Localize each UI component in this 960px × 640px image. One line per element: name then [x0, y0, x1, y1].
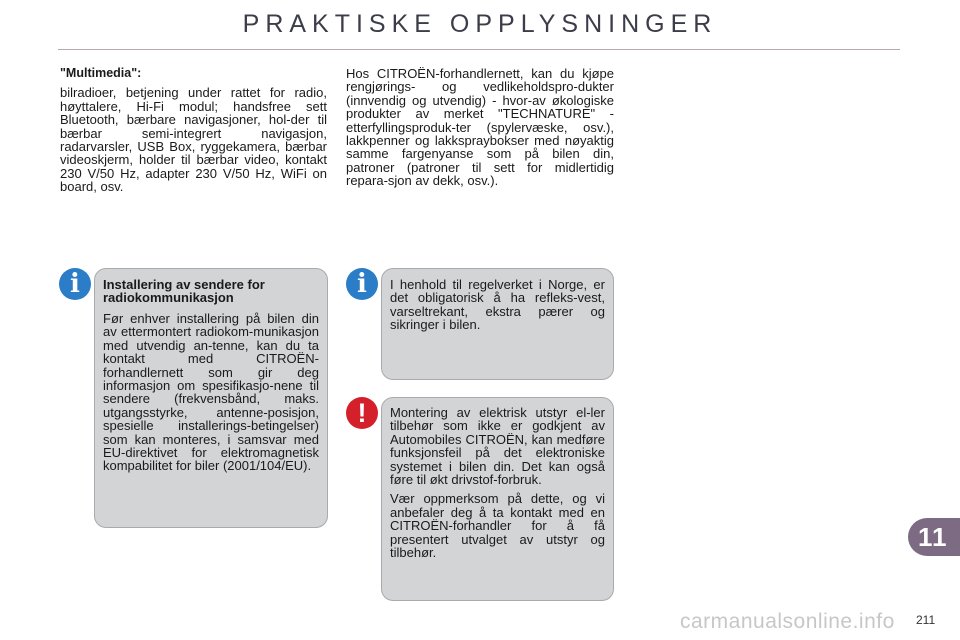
multimedia-text: bilradioer, betjening under rattet for radio, høyttalere, Hi-Fi modul; handsfree sett Bluetooth, bærbare navigasjoner, hol-der til bærbar semi-integrert navigasjon, radarvarsler, USB Box, ryggekamera, bærbar videoskjerm, holder til bærbar video, kontakt 230 V/50 Hz, adapter 230 V/50 Hz, WiFi on board, osv. — [60, 85, 327, 195]
norway-regulation-text: I henhold til regelverket i Norge, er det obligatorisk å ha refleks-vest, varseltrekant, ekstra pærer og sikringer i bilen. — [390, 277, 605, 333]
radio-transmitter-text: Før enhver installering på bilen din av ettermontert radiokom-munikasjon med utvendig an-tenne, kan du ta kontakt med CITROËN-forhandlernett som gir deg informasjon om spesifikasjo-nene til sendere (frekvensbånd, maks. utgangsstyrke, antenne-posisjon, spesielle installerings-betingelser) som kan monteres, i samsvar med EU-direktivet for elektromagnetisk kompabilitet for biler (2001/104/EU). — [103, 311, 319, 474]
multimedia-section — [60, 67, 327, 199]
radio-transmitter-info-box — [94, 268, 328, 528]
multimedia-heading: "Multimedia": — [60, 66, 142, 80]
radio-transmitter-heading: Installering av sendere for radiokommunikasjon — [103, 277, 265, 305]
electrical-equipment-warning-box — [381, 397, 614, 601]
chapter-tab: 11 — [908, 518, 960, 556]
title-divider — [58, 49, 900, 50]
page-number: 211 — [916, 613, 936, 627]
info-icon: i — [59, 268, 91, 300]
info-icon: i — [346, 268, 378, 300]
warning-paragraph-1: Montering av elektrisk utstyr el-ler tilbehør som ikke er godkjent av Automobiles CITROËN, kan medføre funksjonsfeil på det elektroniske systemet i bilen din. Det kan også føre til økt drivstof-forbruk. — [390, 405, 605, 488]
exclamation-icon: ! — [346, 397, 378, 429]
dealer-products-text: Hos CITROËN-forhandlernett, kan du kjøpe rengjørings- og vedlikeholdspro-dukter (innvendig og utvendig) - hvor-av økologiske produkter av merket "TECHNATURE" - etterfyllingsproduk-ter (spylervæske, osv.), lakkpenner og lakkspraybokser med nøyaktig samme fargenyanse som på bilen din, patroner (patroner til sett for midlertidig repara-sjon av dekk, osv.). — [346, 66, 614, 189]
page-title: PRAKTISKE OPPLYSNINGER — [242, 10, 718, 38]
watermark: carmanualsonline.info — [680, 610, 895, 633]
norway-regulation-info-box — [381, 268, 614, 380]
dealer-products-section — [346, 67, 614, 193]
warning-paragraph-2: Vær oppmerksom på dette, og vi anbefaler deg å ta kontakt med en CITROËN-forhandler for å få presentert utvalget av utstyr og tilbehør. — [390, 491, 605, 561]
